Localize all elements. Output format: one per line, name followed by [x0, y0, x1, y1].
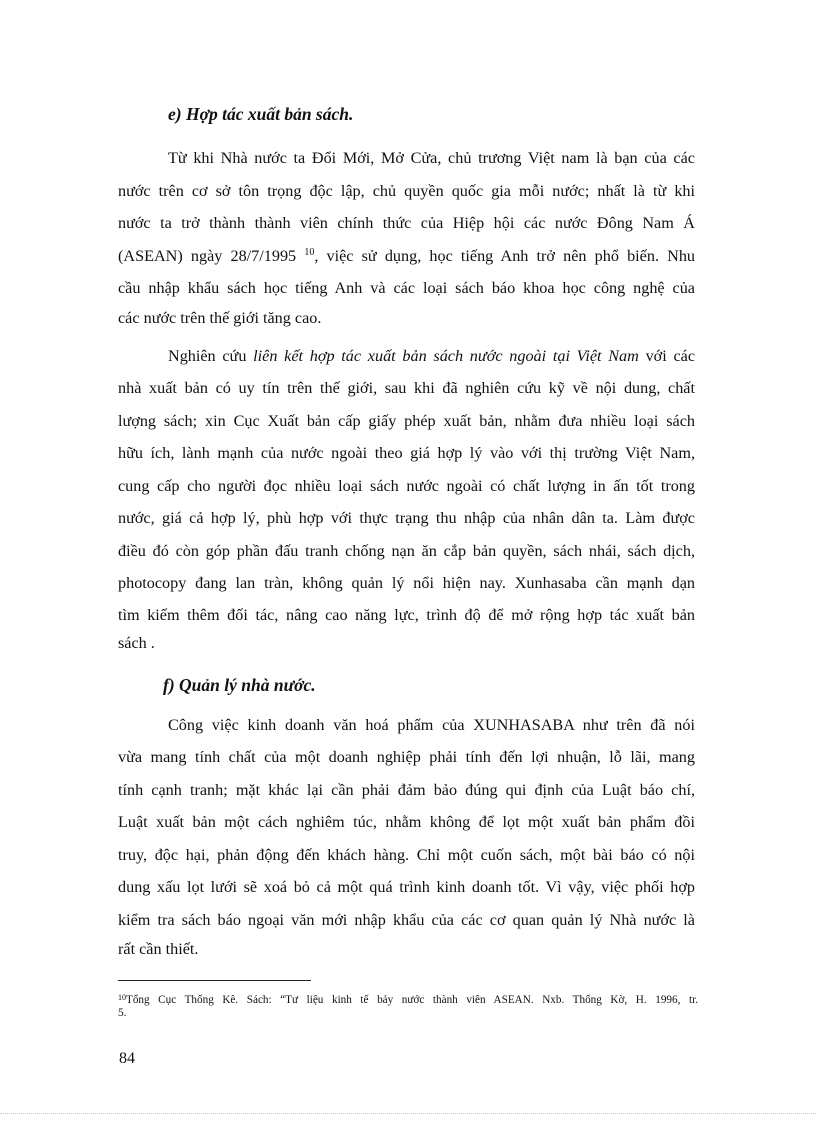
- paragraph-line: nước ta trở thành thành viên chính thức của Hiệp hội các nước Đông Nam Á: [118, 214, 695, 232]
- page-number: 84: [119, 1050, 135, 1067]
- paragraph-line: [118, 245, 695, 267]
- paragraph-line: nước trên cơ sở tôn trọng độc lập, chủ quyền quốc gia mỗi nước; nhất là từ khi: [118, 182, 695, 200]
- paragraph-line: Luật xuất bản một cách nghiêm túc, nhằm không để lọt một xuất bản phẩm đồi: [118, 813, 695, 831]
- paragraph-line: tính cạnh tranh; mặt khác lại cần phải đảm bảo đúng qui định của Luật báo chí,: [118, 781, 695, 799]
- paragraph-line: tìm kiếm thêm đối tác, nâng cao năng lực, trình độ để mở rộng hợp tác xuất bản: [118, 606, 695, 624]
- paragraph-line: điều đó còn góp phần đấu tranh chống nạn ăn cắp bản quyền, sách nhái, sách dịch,: [118, 542, 695, 560]
- section-heading-e: e) Hợp tác xuất bản sách.: [168, 104, 354, 124]
- text-span: (ASEAN) ngày 28/7/1995: [118, 247, 297, 265]
- paragraph-line: nhà xuất bản có uy tín trên thế giới, sau khi đã nghiên cứu kỹ về nội dung, chất: [118, 379, 695, 397]
- paragraph-line: rất cần thiết.: [118, 940, 199, 958]
- footnote-number: 10: [118, 993, 126, 1002]
- page-bottom-border: [0, 1113, 816, 1114]
- footnote-line: 5.: [118, 1007, 127, 1019]
- footnote-reference: 10: [304, 247, 315, 258]
- text-span: với các: [645, 347, 696, 365]
- paragraph-line: dung xấu lọt lưới sẽ xoá bỏ cả một quá trình kinh doanh tốt. Vì vậy, việc phối hợp: [118, 878, 695, 896]
- paragraph-line: vừa mang tính chất của một doanh nghiệp phải tính đến lợi nhuận, lỗ lãi, mang: [118, 748, 695, 766]
- paragraph-line: cầu nhập khẩu sách học tiếng Anh và các loại sách báo khoa học công nghệ của: [118, 279, 695, 297]
- footnote-separator: [118, 980, 311, 981]
- paragraph-line: kiểm tra sách báo ngoại văn mới nhập khẩu của các cơ quan quản lý Nhà nước là: [118, 911, 695, 929]
- paragraph-line: Từ khi Nhà nước ta Đổi Mới, Mở Cửa, chủ trương Việt nam là bạn của các: [168, 149, 695, 167]
- text-span: , việc sử dụng, học tiếng Anh trở nên phổ biến. Nhu: [314, 247, 696, 265]
- paragraph-line: Công việc kinh doanh văn hoá phẩm của XUNHASABA như trên đã nói: [168, 716, 695, 734]
- paragraph-line: truy, độc hại, phản động đến khách hàng. Chỉ một cuốn sách, một bài báo có nội: [118, 846, 695, 864]
- section-heading-f: f) Quản lý nhà nước.: [163, 675, 316, 695]
- paragraph-line: photocopy đang lan tràn, không quản lý nổi hiện nay. Xunhasaba cần mạnh dạn: [118, 574, 695, 592]
- paragraph-line: hữu ích, lành mạnh của nước ngoài theo giá hợp lý vào với thị trường Việt Nam,: [118, 444, 695, 462]
- italic-phrase: liên kết hợp tác xuất bản sách nước ngoài tại Việt Nam: [253, 347, 639, 365]
- footnote-text: Tổng Cục Thống Kê. Sách: “Tư liệu kinh tế bảy nước thành viên ASEAN. Nxb. Thống Kờ, H. 1996, tr.: [126, 994, 698, 1006]
- paragraph-line: [168, 345, 695, 367]
- paragraph-line: các nước trên thế giới tăng cao.: [118, 309, 322, 327]
- paragraph-line: cung cấp cho người đọc nhiều loại sách nước ngoài có chất lượng in ấn tốt trong: [118, 477, 695, 495]
- paragraph-line: nước, giá cả hợp lý, phù hợp với thực trạng thu nhập của nhân dân ta. Làm được: [118, 509, 695, 527]
- text-span: Nghiên cứu: [168, 347, 247, 365]
- paragraph-line: lượng sách; xin Cục Xuất bản cấp giấy phép xuất bản, nhằm đưa nhiều loại sách: [118, 412, 695, 430]
- paragraph-line: sách .: [118, 634, 155, 652]
